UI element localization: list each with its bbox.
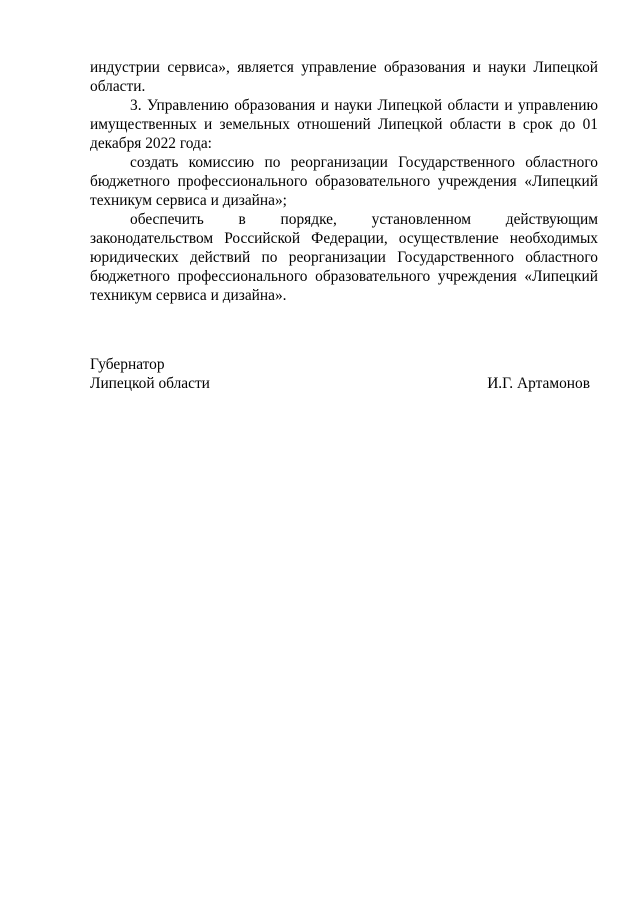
paragraph-ensure-actions: обеспечить в порядке, установленном действующим законодательством Российской Федерации, осуществление необходимых юридических действий по реорганизации Государственного областного бюджетного профессионального образовательного учреждения «Липецкий техникум сервиса и дизайна». bbox=[90, 211, 598, 304]
signatory-name: И.Г. Артамонов bbox=[487, 375, 590, 392]
signature-position-line1: Губернатор bbox=[90, 356, 165, 373]
signature-line bbox=[90, 374, 598, 393]
signature-block bbox=[90, 355, 598, 393]
paragraph-create-commission: создать комиссию по реорганизации Государственного областного бюджетного профессионального образовательного учреждения «Липецкий техникум сервиса и дизайна»; bbox=[90, 154, 598, 209]
paragraph-item-3: 3. Управлению образования и науки Липецкой области и управлению имущественных и земельных отношений Липецкой области в срок до 01 декабря 2022 года: bbox=[90, 97, 598, 152]
paragraph-continuation: индустрии сервиса», является управление образования и науки Липецкой области. bbox=[90, 59, 598, 95]
document-body bbox=[90, 58, 598, 305]
signature-position-line2: Липецкой области bbox=[90, 375, 210, 392]
